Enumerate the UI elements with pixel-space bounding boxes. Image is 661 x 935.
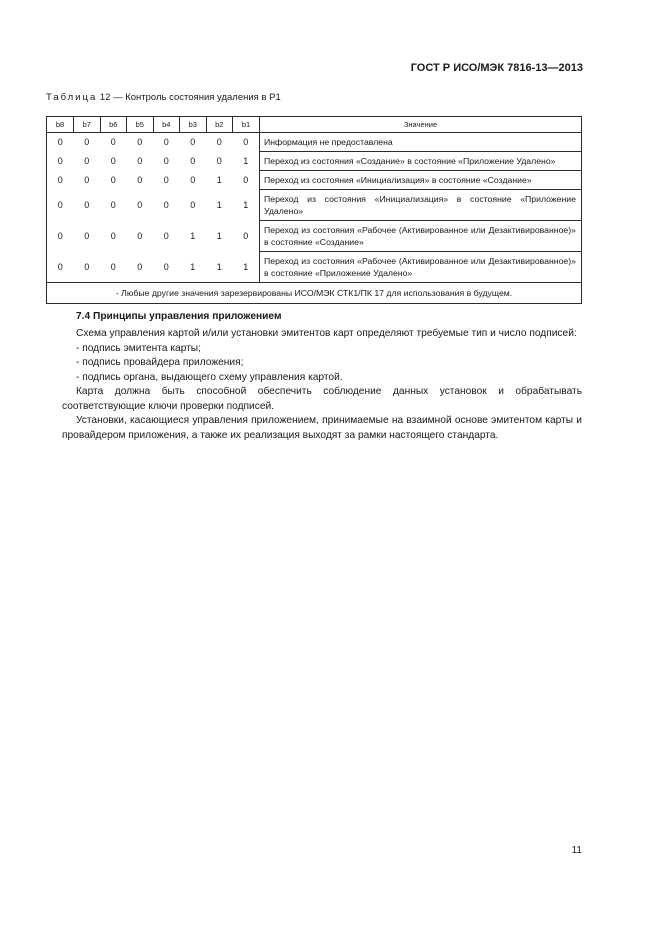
bit-cell: 0 bbox=[110, 261, 116, 272]
table-footnote: - Любые другие значения зарезервированы ИСО/МЭК СТК1/ПК 17 для использования в будущем. bbox=[47, 283, 582, 304]
bit-cell: 1 bbox=[233, 252, 260, 283]
bit-cell: 0 bbox=[216, 137, 222, 148]
bit-cell: 1 bbox=[233, 152, 260, 171]
bit-cell: 0 bbox=[110, 137, 116, 148]
bit-cell: 0 bbox=[233, 171, 260, 190]
meaning-cell: Переход из состояния «Создание» в состояние «Приложение Удалено» bbox=[260, 152, 582, 171]
bit-cell: 0 bbox=[47, 133, 74, 152]
bit-cell: 0 bbox=[47, 221, 74, 252]
column-header-bit: b4 bbox=[153, 117, 180, 133]
bit-cell: 0 bbox=[137, 137, 143, 148]
table-row bbox=[47, 221, 582, 252]
meaning-cell: Переход из состояния «Рабочее (Активированное или Дезактивированное)» в состояние «Приложение Удалено» bbox=[260, 252, 582, 283]
page-number: 11 bbox=[571, 845, 582, 856]
table-row bbox=[47, 133, 582, 152]
bit-cell: 0 bbox=[163, 261, 169, 272]
table-caption bbox=[46, 92, 281, 103]
table-header-row bbox=[47, 117, 582, 133]
bit-cell: 0 bbox=[190, 175, 196, 185]
bit-cell: 0 bbox=[84, 175, 90, 185]
table-row bbox=[47, 171, 582, 190]
document-header: ГОСТ Р ИСО/МЭК 7816-13—2013 bbox=[410, 62, 583, 74]
bit-cell: 0 bbox=[84, 200, 90, 210]
bit-cell: 0 bbox=[163, 231, 169, 241]
paragraph: Установки, касающиеся управления приложением, принимаемые на взаимной основе эмитентом карты и провайдером приложения, а также их реализация выходят за рамки настоящего стандарта. bbox=[62, 415, 582, 441]
section-title: 7.4 Принципы управления приложением bbox=[76, 311, 282, 322]
table-row bbox=[47, 252, 582, 283]
bit-cell: 0 bbox=[84, 261, 90, 272]
column-header-bit: b6 bbox=[100, 117, 127, 133]
bit-cell: 0 bbox=[233, 221, 260, 252]
table-row bbox=[47, 152, 582, 171]
bit-cell: 0 bbox=[233, 133, 260, 152]
meaning-cell: Переход из состояния «Инициализация» в состояние «Приложение Удалено» bbox=[260, 190, 582, 221]
table-footnote-row bbox=[47, 283, 582, 304]
bit-cell: 0 bbox=[163, 137, 169, 148]
section-body bbox=[62, 327, 582, 443]
bit-cell: 1 bbox=[216, 200, 222, 210]
bit-cell: 0 bbox=[163, 200, 169, 210]
bit-cell: 0 bbox=[190, 137, 196, 148]
bit-cell: 1 bbox=[233, 190, 260, 221]
bit-cell: 0 bbox=[47, 152, 74, 171]
bit-cell: 0 bbox=[137, 200, 143, 210]
column-header-bit: b2 bbox=[206, 117, 233, 133]
bit-cell: 1 bbox=[216, 175, 222, 185]
paragraph: Карта должна быть способной обеспечить соблюдение данных установок и обрабатывать соответствующие ключи проверки подписей. bbox=[62, 386, 582, 412]
bit-cell: 0 bbox=[163, 156, 169, 166]
bit-cell: 0 bbox=[47, 171, 74, 190]
bit-cell: 0 bbox=[137, 175, 143, 185]
bit-cell: 0 bbox=[47, 252, 74, 283]
column-header-bit: b8 bbox=[47, 117, 74, 133]
list-item: - подпись эмитента карты; bbox=[76, 342, 201, 354]
column-header-bit: b1 bbox=[233, 117, 260, 133]
column-header-bit: b7 bbox=[74, 117, 101, 133]
bit-cell: 0 bbox=[84, 156, 90, 166]
paragraph: Схема управления картой и/или установки эмитентов карт определяют требуемые тип и число подписей: bbox=[76, 328, 577, 339]
bit-cell: 0 bbox=[110, 200, 116, 210]
table-body bbox=[47, 133, 582, 304]
column-header-meaning: Значение bbox=[260, 117, 582, 133]
bit-cell: 1 bbox=[190, 231, 196, 241]
bit-cell: 1 bbox=[190, 261, 196, 272]
bit-cell: 0 bbox=[163, 175, 169, 185]
bit-cell: 0 bbox=[84, 137, 90, 148]
bit-cell: 0 bbox=[137, 261, 143, 272]
bit-cell: 1 bbox=[216, 231, 222, 241]
bit-cell: 0 bbox=[110, 156, 116, 166]
bit-cell: 0 bbox=[110, 175, 116, 185]
bit-cell: 0 bbox=[137, 156, 143, 166]
column-header-bit: b5 bbox=[127, 117, 154, 133]
bit-cell: 0 bbox=[216, 156, 222, 166]
bit-cell: 0 bbox=[137, 231, 143, 241]
meaning-cell: Переход из состояния «Рабочее (Активированное или Дезактивированное)» в состояние «Создание» bbox=[260, 221, 582, 252]
bit-cell: 0 bbox=[47, 190, 74, 221]
bit-cell: 0 bbox=[190, 200, 196, 210]
bit-cell: 0 bbox=[190, 156, 196, 166]
meaning-cell: Переход из состояния «Инициализация» в состояние «Создание» bbox=[260, 171, 582, 190]
table-caption-prefix: Таблица bbox=[46, 92, 98, 103]
table-caption-text: 12 — Контроль состояния удаления в P1 bbox=[99, 92, 281, 103]
table-row bbox=[47, 190, 582, 221]
meaning-cell: Информация не предоставлена bbox=[260, 133, 582, 152]
deletion-state-table bbox=[46, 116, 582, 304]
bit-cell: 0 bbox=[110, 231, 116, 241]
bit-cell: 0 bbox=[84, 231, 90, 241]
bit-cell: 1 bbox=[216, 261, 222, 272]
list-item: - подпись провайдера приложения; bbox=[76, 357, 244, 368]
column-header-bit: b3 bbox=[180, 117, 207, 133]
list-item: - подпись органа, выдающего схему управления картой. bbox=[76, 371, 343, 383]
